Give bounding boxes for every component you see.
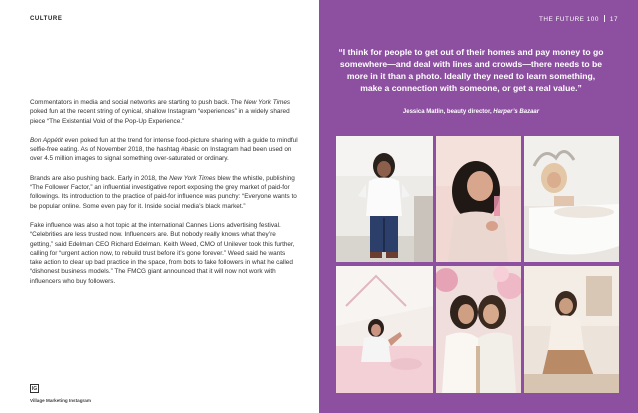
- paragraph-3: [30, 174, 298, 211]
- paragraph-4-post: Fake influence was also a hot topic at the international Cannes Lions advertising festival. “Celebrities are less trusted now. Influencers are. But nobody really knows what they’re getting,” said Edelman CEO Richard Edelman. Keith Weed, CMO of Unilever took this further, calling for “urgent action now, to rebuild trust before it’s gone forever.” Weed said he wants take action to clear up bad practice in the space, from bots to fake followers in what he called “dishonest business models.” The FMCG giant announced that it will now not work with influencers who buy followers.: [30, 221, 295, 285]
- pull-quote: “I think for people to get out of their homes and pay money to go somewhere—and deal with lines and crowds—there needs to be more in it than a photo. Ideally they need to learn something, make a connection with someone, or get a real value.”: [338, 47, 604, 94]
- page-number: 17: [609, 16, 618, 23]
- photo-woman-on-bed: [336, 266, 433, 393]
- photo-bathtub: [524, 136, 619, 262]
- section-label: CULTURE: [30, 16, 63, 22]
- header-divider: [604, 15, 605, 22]
- paragraph-3-emphasis: New York Times: [169, 174, 216, 182]
- paragraph-2-post: even poked fun at the trend for intense food-picture sharing with a guide to mindful selfie-free eating. As of November 2018, the hashtag #basic on Instagram had been used on over 4.5 million images to signal something over-saturated or ordinary.: [30, 136, 298, 163]
- paragraph-1-pre: Commentators in media and social networks are starting to push back. The: [30, 99, 244, 106]
- paragraph-2: [30, 136, 298, 164]
- attribution-name: Jessica Matlin, beauty director,: [402, 109, 494, 115]
- paragraph-1: [30, 98, 298, 126]
- footer-caption: Village Marketing Instagram: [30, 398, 91, 403]
- instagram-logo-icon: [30, 384, 39, 393]
- photo-woman-sitting: [524, 266, 619, 393]
- photo-woman-standing: [336, 136, 433, 262]
- photo-woman-drinking: [436, 136, 521, 262]
- paragraph-3-pre: Brands are also pushing back. Early in 2018, the: [30, 174, 170, 182]
- paragraph-1-emphasis: New York Times: [243, 99, 291, 106]
- paragraph-4: [30, 221, 298, 286]
- publication-title: THE FUTURE 100: [538, 16, 599, 23]
- paragraph-2-emphasis: Bon Appétit: [30, 136, 63, 144]
- paragraph-3-post: blew the whistle, publishing “The Follower Factor,” an influential investigative report exposing the grey market of paid-for followings. Its introduction to the practice of paid-for influence was punchy: “Everyone wants to be popular online. Some even pay for it. Inside social media’s black market.”: [30, 174, 297, 210]
- attribution-publication: Harper’s Bazaar: [493, 109, 540, 115]
- quote-attribution: [336, 109, 606, 115]
- photo-two-women: [436, 266, 521, 393]
- paragraph-1-post: poked fun at the recent string of cynical, shallow Instagram “experiences” in a widely shared piece “The Existential Void of the Pop-Up Experience.”: [30, 108, 290, 125]
- footer-logo-text: IG: [31, 385, 38, 392]
- article-body: [30, 98, 298, 296]
- page-header: [539, 15, 618, 23]
